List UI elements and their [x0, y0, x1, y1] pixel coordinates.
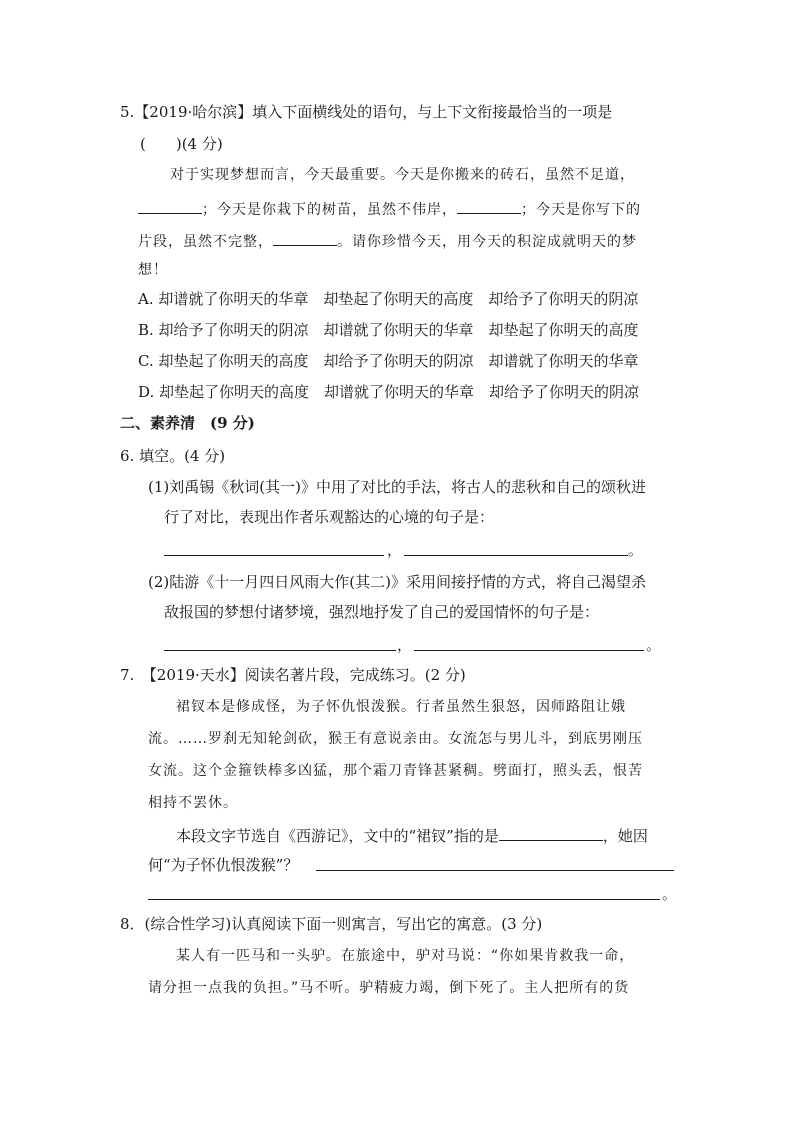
q5-passage-line-1: 对于实现梦想而言，今天最重要。今天是你搬来的砖石，虽然不足道， [170, 167, 635, 183]
q6-part2-blank-2[interactable] [414, 650, 644, 651]
q6-part2-period: 。 [646, 636, 662, 654]
q6-part1-line-1: (1)刘禹锡《秋词(其一)》中用了对比的手法，将古人的悲秋和自己的颂秋进 [148, 478, 646, 496]
q6-part2-line-1: (2)陆游《十一月四日风雨大作(其二)》采用间接抒情的方式，将自己渴望杀 [148, 573, 646, 591]
q5-header: 5.【2019·哈尔滨】填入下面横线处的语句，与上下文衔接最恰当的一项是 [120, 103, 613, 121]
q6-part2-comma: ， [397, 636, 413, 654]
q7-passage-line-1: 裙钗本是修成怪，为子怀仇恨泼猴。行者虽然生狠怒，因师路阻让娥 [176, 699, 626, 715]
q7-blank-identity[interactable] [499, 824, 603, 841]
q5-blank-3[interactable] [273, 229, 337, 246]
q6-part1-comma: ， [387, 541, 403, 559]
q5-score: ( )(4 分) [140, 135, 223, 153]
q5-option-b[interactable]: B. 却给予了你明天的阴凉 却谱就了你明天的华章 却垫起了你明天的高度 [138, 321, 639, 339]
q5-blank-1[interactable] [138, 197, 202, 214]
section-title: 二、素养清 (9 分) [120, 414, 255, 432]
q7-passage-line-4: 相持不罢休。 [148, 795, 238, 811]
q7-passage-line-3: 女流。这个金箍铁棒多凶猛，那个霜刀青锋甚紧稠。劈面打，照头丢，恨苦 [148, 763, 643, 779]
q5-option-d[interactable]: D. 却垫起了你明天的高度 却谱就了你明天的华章 却给予了你明天的阴凉 [138, 383, 640, 401]
q6-part2-blank-1[interactable] [164, 650, 396, 651]
q7-question-line-2: 何“为子怀仇恨泼猴”？ [148, 856, 299, 874]
q6-part1-blank-2[interactable] [404, 555, 628, 556]
q6-part2-line-2: 敌报国的梦想付诸梦境，强烈地抒发了自己的爱国情怀的句子是： [164, 603, 600, 621]
q7-answer-period: 。 [662, 885, 678, 903]
q8-header: 8．(综合性学习)认真阅读下面一则寓言，写出它的寓意。(3 分) [120, 915, 543, 933]
q5-passage-line-4: 想！ [138, 262, 168, 278]
q7-passage-line-2: 流。……罗刹无知轮剑砍，猴王有意说亲由。女流怎与男儿斗，到底男刚压 [148, 731, 643, 747]
q5-passage-line-3: 片段，虽然不完整， 。请你珍惜今天，用今天的积淀成就明天的梦 [138, 229, 637, 252]
q5-blank-2[interactable] [457, 197, 521, 214]
q7-answer-blank-1[interactable] [316, 870, 674, 871]
q6-part1-blank-1[interactable] [164, 555, 384, 556]
q8-passage-line-2: 请分担一点我的负担。”马不听。驴精疲力竭，倒下死了。主人把所有的货 [148, 980, 630, 996]
q7-question-line-1: 本段文字节选自《西游记》，文中的“裙钗”指的是 ，她因 [176, 824, 648, 846]
q5-option-a[interactable]: A. 却谱就了你明天的华章 却垫起了你明天的高度 却给予了你明天的阴凉 [138, 290, 639, 308]
q5-passage-line-2: ；今天是你栽下的树苗，虽然不伟岸， ；今天是你写下的 [138, 197, 641, 220]
q8-passage-line-1: 某人有一匹马和一头驴。在旅途中，驴对马说：“你如果肯救我一命， [176, 948, 635, 964]
q7-answer-blank-2[interactable] [148, 899, 660, 900]
q7-header: 7. 【2019·天水】阅读名著片段，完成练习。(2 分) [120, 666, 466, 684]
q5-option-c[interactable]: C. 却垫起了你明天的高度 却给予了你明天的阴凉 却谱就了你明天的华章 [138, 352, 639, 370]
q6-header: 6. 填空。(4 分) [120, 447, 226, 465]
q6-part1-line-2: 行了对比，表现出作者乐观豁达的心境的句子是： [164, 508, 495, 526]
q6-part1-period: 。 [628, 541, 644, 559]
